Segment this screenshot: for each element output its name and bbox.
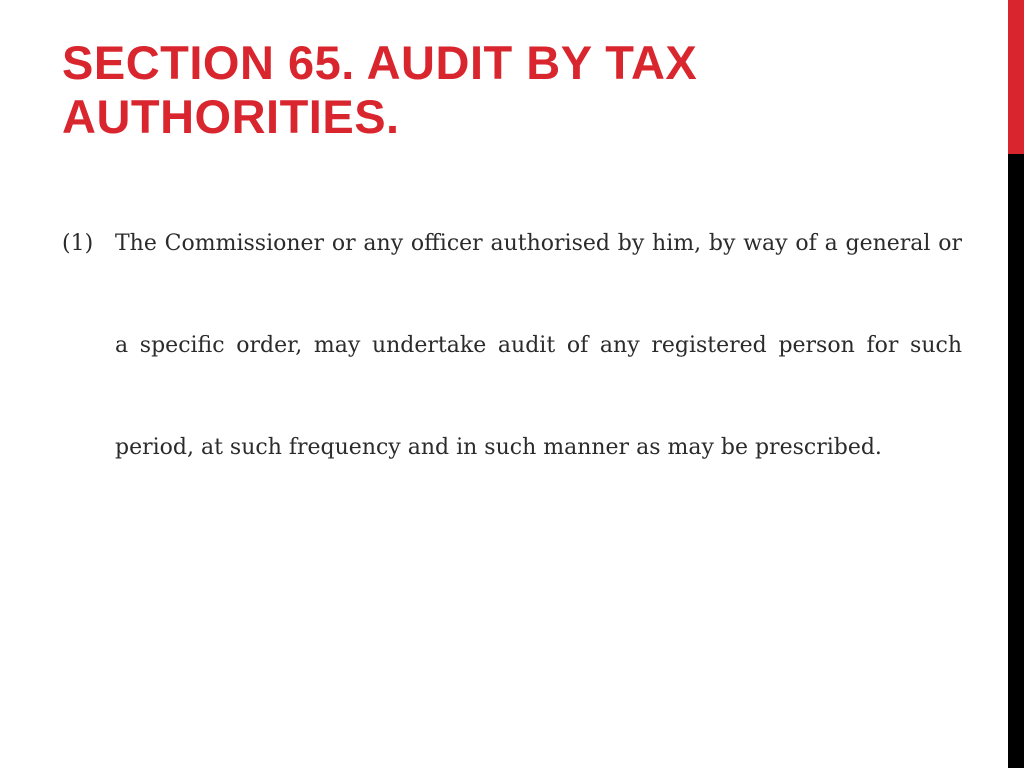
accent-bar-black	[1008, 154, 1024, 768]
accent-bar-red	[1008, 0, 1024, 154]
slide-body	[62, 222, 962, 521]
list-item	[62, 222, 962, 521]
item-number: (1)	[62, 231, 94, 256]
item-text: The Commissioner or any officer authorised by him, by way of a general or a specific order, may undertake audit of any registered person for such period, at such frequency and in such manner as may be prescribed.	[115, 231, 962, 460]
slide-title: SECTION 65. AUDIT BY TAX AUTHORITIES.	[62, 36, 698, 143]
